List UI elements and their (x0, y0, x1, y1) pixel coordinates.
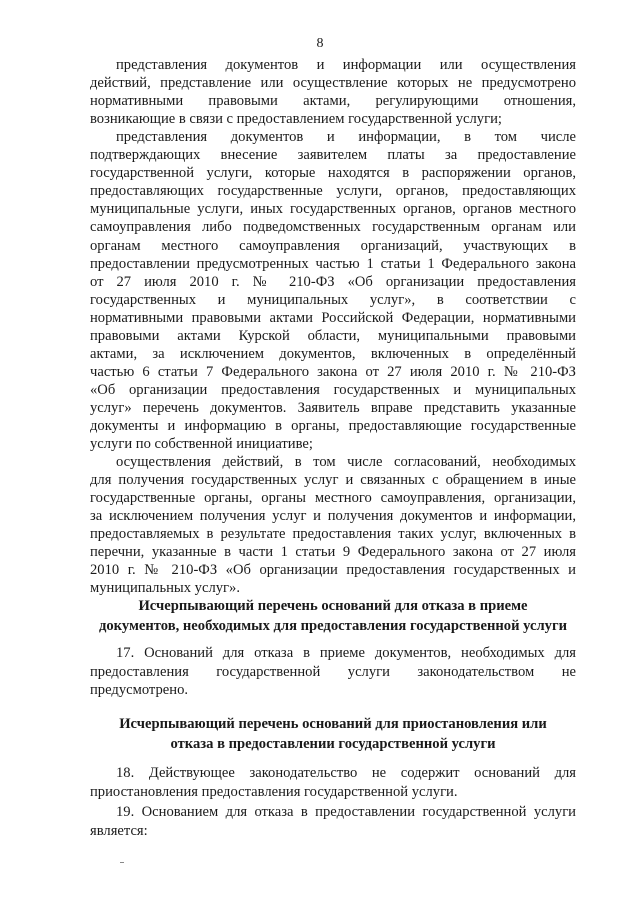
section-heading-refusal-acceptance-line-1: Исчерпывающий перечень оснований для отказа в приеме (138, 598, 528, 614)
text-line: действий, представление или осуществление которых не предусмотрено (90, 75, 576, 92)
text-line: муниципальные услуги, иных государственных органов, органов местного (90, 201, 576, 218)
section-heading-suspension-line-2: отказа в предоставлении государственной услуги (170, 736, 496, 752)
text-line: самоуправления либо подведомственных государственным органам или (90, 219, 576, 236)
text-line: осуществления действий, в том числе согласований, необходимых (116, 454, 576, 471)
section-heading-refusal-acceptance-line-2: документов, необходимых для предоставления государственной услуги (99, 618, 567, 634)
scan-mark (120, 862, 124, 863)
page-number: 8 (316, 36, 324, 51)
text-line: предоставлении предусмотренных частью 1 статьи 1 Федерального закона (90, 255, 576, 272)
text-line: государственные органы, органы местного самоуправления, организации, (90, 490, 576, 507)
text-line: предоставления государственной услуги законодательством не (90, 663, 576, 680)
text-line: предоставляемых в результате предоставления таких услуг, включенных в (90, 526, 576, 543)
text-line: органам местного самоуправления организаций, участвующих в (90, 237, 576, 254)
text-line: представления документов и информации или осуществления (116, 57, 576, 73)
text-line: для получения государственных услуг и связанных с обращением в иные (90, 472, 576, 489)
text-line: от 27 июля 2010 г. № 210-ФЗ «Об организации предоставления (90, 273, 576, 290)
text-line: актами, за исключением документов, включенных в определённый (90, 345, 576, 362)
text-line: предусмотрено. (90, 682, 189, 698)
text-line: предоставляющих государственные услуги, органов, предоставляющих (90, 183, 576, 200)
text-line: государственной услуги, которые находятся в распоряжении органов, (90, 165, 576, 182)
text-line: перечни, указанные в части 1 статьи 9 Федерального закона от 27 июля (90, 544, 576, 561)
text-line: нормативными правовыми актами, регулирующими отношения, (90, 93, 576, 110)
text-line: «Об организации предоставления государственных и муниципальных (90, 381, 576, 398)
text-line: муниципальных услуг». (90, 580, 240, 597)
text-line: частью 6 статьи 7 Федерального закона от 27 июля 2010 г. № 210-ФЗ (90, 363, 576, 380)
text-line: приостановления предоставления государственной услуги. (90, 784, 458, 800)
text-line: государственных и муниципальных услуг», в соответствии с (90, 291, 576, 308)
text-line: подтверждающих внесение заявителем платы за предоставление (90, 147, 576, 164)
text-line: документы и информацию в органы, предоставляющие государственные (90, 418, 576, 434)
text-line: услуги по собственной инициативе; (90, 436, 313, 453)
text-line: 2010 г. № 210-ФЗ «Об организации предоставления государственных и (90, 562, 576, 579)
text-line: является: (90, 823, 148, 839)
text-line: за исключением получения услуг и получения документов и информации, (90, 508, 576, 525)
text-line: 19. Основанием для отказа в предоставлении государственной услуги (116, 804, 576, 820)
section-heading-suspension-line-1: Исчерпывающий перечень оснований для приостановления или (119, 716, 547, 732)
text-line: правовыми актами Курской области, муниципальными правовыми (90, 327, 576, 344)
text-line: 17. Оснований для отказа в приеме документов, необходимых для (116, 645, 576, 661)
text-line: нормативными правовыми актами Российской Федерации, нормативными (90, 309, 576, 326)
text-line: представления документов и информации, в том числе (116, 129, 576, 146)
text-line: услуг» перечень документов. Заявитель вправе представить указанные (90, 399, 576, 416)
text-line: возникающие в связи с предоставлением государственной услуги; (90, 111, 502, 128)
text-line: 18. Действующее законодательство не содержит оснований для (116, 765, 576, 781)
